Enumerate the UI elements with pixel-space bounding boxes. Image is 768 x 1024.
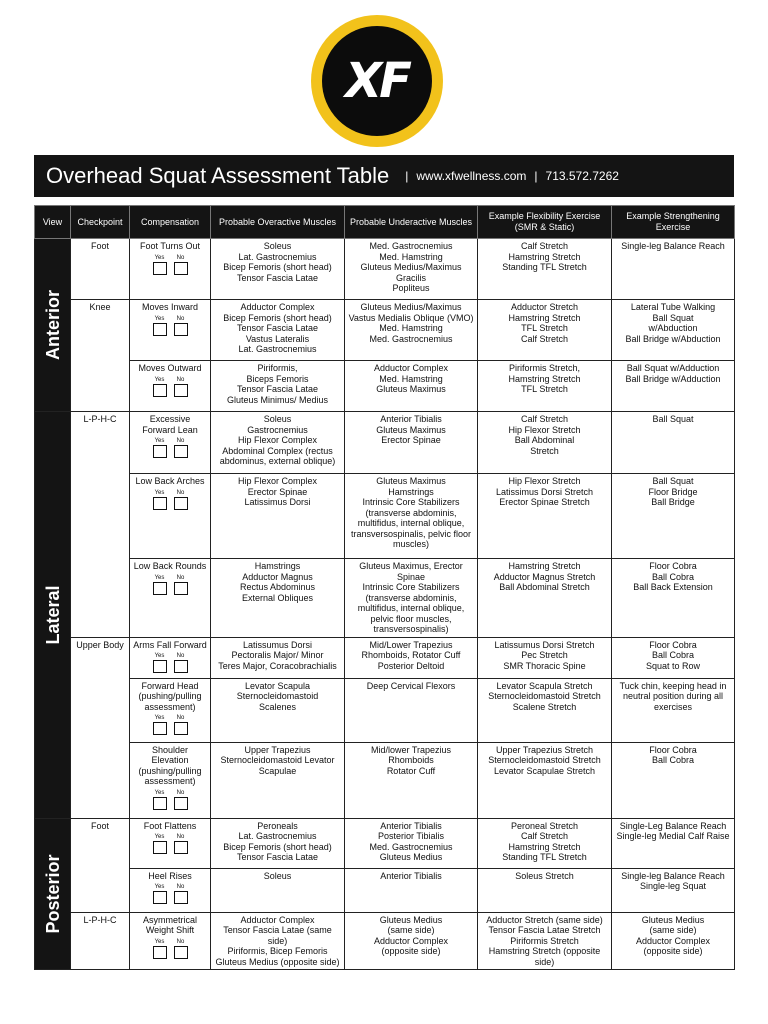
yes-option [153, 316, 167, 336]
view-cell [35, 239, 71, 412]
table-row [35, 239, 735, 300]
no-checkbox[interactable] [174, 445, 188, 458]
phone-text: 713.572.7262 [545, 169, 619, 183]
overactive-cell: Levator Scapula Sternocleidomastoid Scalenes [211, 678, 345, 742]
no-checkbox[interactable] [174, 660, 188, 673]
overactive-cell: Peroneals Lat. Gastrocnemius Bicep Femoris (short head) Tensor Fascia Latae [211, 818, 345, 868]
yes-no-checks [132, 438, 208, 458]
yes-option [153, 884, 167, 904]
underactive-cell: Med. Gastrocnemius Med. Hamstring Gluteus Medius/Maximus Gracilis Popliteus [345, 239, 478, 300]
compensation-label: Forward Head (pushing/pulling assessment) [138, 680, 202, 712]
compensation-cell [130, 412, 211, 474]
logo-disc [322, 26, 432, 136]
strengthening-cell: Single-leg Balance Reach [612, 239, 735, 300]
compensation-cell [130, 300, 211, 361]
flexibility-cell: Adductor Stretch Hamstring Stretch TFL Stretch Calf Stretch [478, 300, 612, 361]
page-title: Overhead Squat Assessment Table [46, 163, 390, 188]
no-checkbox[interactable] [174, 384, 188, 397]
no-checkbox[interactable] [174, 891, 188, 904]
flexibility-cell: Calf Stretch Hip Flexor Stretch Ball Abdominal Stretch [478, 412, 612, 474]
overactive-cell: Upper Trapezius Sternocleidomastoid Levator Scapulae [211, 742, 345, 818]
view-label: Posterior [42, 854, 63, 934]
yes-option [153, 790, 167, 810]
compensation-cell [130, 361, 211, 412]
compensation-label: Shoulder Elevation (pushing/pulling assessment) [138, 744, 202, 786]
yes-no-checks [132, 653, 208, 673]
flexibility-cell: Latissumus Dorsi Stretch Pec Stretch SMR Thoracic Spine [478, 637, 612, 678]
underactive-cell: Adductor Complex Med. Hamstring Gluteus Maximus [345, 361, 478, 412]
yes-checkbox[interactable] [153, 660, 167, 673]
compensation-label: Low Back Rounds [133, 561, 207, 571]
yes-option [153, 438, 167, 458]
no-option [174, 653, 188, 673]
strengthening-cell: Ball Squat w/Adduction Ball Bridge w/Adduction [612, 361, 735, 412]
yes-label: Yes [154, 653, 165, 659]
no-label: No [176, 715, 185, 721]
view-label: Lateral [42, 585, 63, 645]
no-option [174, 377, 188, 397]
yes-label: Yes [154, 315, 165, 322]
yes-no-checks [132, 834, 208, 854]
yes-label: Yes [154, 574, 165, 581]
title-bar [34, 155, 734, 197]
yes-checkbox[interactable] [153, 497, 167, 510]
yes-option [153, 377, 167, 397]
no-option [174, 834, 188, 854]
yes-label: Yes [154, 376, 165, 383]
flexibility-cell: Levator Scapula Stretch Sternocleidomastoid Stretch Scalene Stretch [478, 678, 612, 742]
table-row [35, 742, 735, 818]
compensation-cell [130, 818, 211, 868]
no-option [174, 884, 188, 904]
yes-checkbox[interactable] [153, 946, 167, 959]
no-option [174, 438, 188, 458]
no-checkbox[interactable] [174, 722, 188, 735]
strengthening-cell: Lateral Tube Walking Ball Squat w/Abduction Ball Bridge w/Abduction [612, 300, 735, 361]
view-cell [35, 818, 71, 970]
yes-checkbox[interactable] [153, 891, 167, 904]
column-header: Probable Overactive Muscles [211, 206, 345, 239]
yes-option [153, 490, 167, 510]
underactive-cell: Anterior Tibialis Gluteus Maximus Erector Spinae [345, 412, 478, 474]
xf-logo [311, 15, 443, 147]
table-row [35, 637, 735, 678]
yes-no-checks [132, 884, 208, 904]
no-checkbox[interactable] [174, 946, 188, 959]
no-label: No [176, 489, 185, 496]
yes-no-checks [132, 575, 208, 595]
column-header: View [35, 206, 71, 239]
no-label: No [176, 884, 185, 890]
yes-no-checks [132, 255, 208, 275]
underactive-cell: Gluteus Maximus Hamstrings Intrinsic Core Stabilizers (transverse abdominis, multifidus, internal oblique, transversospinalis, pelvic floor muscles) [345, 474, 478, 559]
strengthening-cell: Floor Cobra Ball Cobra Squat to Row [612, 637, 735, 678]
yes-option [153, 939, 167, 959]
underactive-cell: Mid/Lower Trapezius Rhomboids, Rotator Cuff Posterior Deltoid [345, 637, 478, 678]
compensation-cell [130, 239, 211, 300]
checkpoint-cell [71, 637, 130, 818]
checkpoint-cell [71, 300, 130, 412]
checkpoint-label: L-P-H-C [83, 914, 117, 925]
no-label: No [176, 834, 185, 840]
yes-label: Yes [154, 489, 165, 496]
compensation-cell [130, 678, 211, 742]
flexibility-cell: Calf Stretch Hamstring Stretch Standing TFL Stretch [478, 239, 612, 300]
strengthening-cell: Floor Cobra Ball Cobra [612, 742, 735, 818]
underactive-cell: Gluteus Maximus, Erector Spinae Intrinsic Core Stabilizers (transverse abdominis, multifidus, internal oblique, pelvic floor muscles, transversospinalis) [345, 559, 478, 638]
website-text: www.xfwellness.com [416, 169, 527, 183]
underactive-cell: Deep Cervical Flexors [345, 678, 478, 742]
overactive-cell: Hamstrings Adductor Magnus Rectus Abdominus External Obliques [211, 559, 345, 638]
compensation-cell [130, 912, 211, 970]
strengthening-cell: Single-leg Balance Reach Single-leg Squat [612, 868, 735, 912]
compensation-label: Foot Turns Out [139, 241, 201, 251]
yes-checkbox[interactable] [153, 841, 167, 854]
no-label: No [176, 938, 185, 945]
table-row [35, 361, 735, 412]
yes-no-checks [132, 490, 208, 510]
column-header: Example Flexibility Exercise (SMR & Static) [478, 206, 612, 239]
compensation-label: Foot Flattens [143, 820, 197, 831]
table-row [35, 868, 735, 912]
title-separator: | [405, 169, 409, 183]
yes-option [153, 715, 167, 735]
yes-no-checks [132, 939, 208, 959]
compensation-label: Low Back Arches [135, 476, 205, 486]
yes-label: Yes [154, 834, 165, 840]
overactive-cell: Adductor Complex Bicep Femoris (short head) Tensor Fascia Latae Vastus Lateralis Lat. Gastrocnemius [211, 300, 345, 361]
yes-label: Yes [154, 438, 165, 444]
yes-option [153, 255, 167, 275]
no-label: No [176, 438, 185, 444]
no-option [174, 939, 188, 959]
no-label: No [176, 254, 185, 261]
yes-option [153, 575, 167, 595]
strengthening-cell: Tuck chin, keeping head in neutral position during all exercises [612, 678, 735, 742]
assessment-table [34, 205, 735, 970]
table-header-row [35, 206, 735, 239]
yes-checkbox[interactable] [153, 722, 167, 735]
compensation-cell [130, 559, 211, 638]
logo-text: XF [345, 53, 409, 109]
overactive-cell: Soleus [211, 868, 345, 912]
yes-option [153, 834, 167, 854]
flexibility-cell: Hip Flexor Stretch Latissimus Dorsi Stretch Erector Spinae Stretch [478, 474, 612, 559]
overactive-cell: Hip Flexor Complex Erector Spinae Latissimus Dorsi [211, 474, 345, 559]
checkpoint-label: L-P-H-C [83, 414, 117, 424]
checkpoint-label: Upper Body [76, 639, 124, 650]
no-option [174, 715, 188, 735]
no-option [174, 790, 188, 810]
checkpoint-cell [71, 412, 130, 638]
no-checkbox[interactable] [174, 497, 188, 510]
yes-no-checks [132, 316, 208, 336]
no-checkbox[interactable] [174, 323, 188, 336]
yes-no-checks [132, 715, 208, 735]
checkpoint-cell [71, 818, 130, 912]
compensation-cell [130, 742, 211, 818]
compensation-label: Moves Outward [138, 363, 202, 373]
strengthening-cell: Single-Leg Balance Reach Single-leg Medial Calf Raise [612, 818, 735, 868]
overactive-cell: Soleus Gastrocnemius Hip Flexor Complex Abdominal Complex (rectus abdominus, external oblique) [211, 412, 345, 474]
flexibility-cell: Soleus Stretch [478, 868, 612, 912]
view-cell [35, 412, 71, 819]
no-checkbox[interactable] [174, 582, 188, 595]
compensation-cell [130, 474, 211, 559]
compensation-label: Moves Inward [141, 302, 199, 312]
table-row [35, 300, 735, 361]
checkpoint-label: Foot [90, 241, 109, 251]
underactive-cell: Mid/lower Trapezius Rhomboids Rotator Cuff [345, 742, 478, 818]
no-checkbox[interactable] [174, 262, 188, 275]
table-row [35, 912, 735, 970]
no-label: No [176, 315, 185, 322]
flexibility-cell: Peroneal Stretch Calf Stretch Hamstring Stretch Standing TFL Stretch [478, 818, 612, 868]
no-label: No [176, 574, 185, 581]
contact-separator: | [534, 169, 538, 183]
yes-label: Yes [154, 715, 165, 721]
strengthening-cell: Gluteus Medius (same side) Adductor Complex (opposite side) [612, 912, 735, 970]
yes-label: Yes [154, 884, 165, 890]
strengthening-cell: Floor Cobra Ball Cobra Ball Back Extension [612, 559, 735, 638]
checkpoint-label: Knee [89, 302, 111, 312]
underactive-cell: Gluteus Medius/Maximus Vastus Medialis Oblique (VMO) Med. Hamstring Med. Gastrocnemius [345, 300, 478, 361]
compensation-label: Excessive Forward Lean [142, 414, 198, 435]
yes-label: Yes [154, 254, 165, 261]
yes-checkbox[interactable] [153, 262, 167, 275]
table-row [35, 678, 735, 742]
no-label: No [176, 653, 185, 659]
compensation-label: Arms Fall Forward [133, 639, 207, 650]
table-row [35, 474, 735, 559]
overactive-cell: Piriformis, Biceps Femoris Tensor Fascia Latae Gluteus Minimus/ Medius [211, 361, 345, 412]
compensation-cell [130, 637, 211, 678]
flexibility-cell: Piriformis Stretch, Hamstring Stretch TFL Stretch [478, 361, 612, 412]
column-header: Example Strengthening Exercise [612, 206, 735, 239]
no-option [174, 575, 188, 595]
no-option [174, 490, 188, 510]
overactive-cell: Soleus Lat. Gastrocnemius Bicep Femoris (short head) Tensor Fascia Latae [211, 239, 345, 300]
no-checkbox[interactable] [174, 841, 188, 854]
yes-label: Yes [154, 938, 165, 945]
yes-checkbox[interactable] [153, 445, 167, 458]
overactive-cell: Latissumus Dorsi Pectoralis Major/ Minor Teres Major, Coracobrachialis [211, 637, 345, 678]
table-row [35, 818, 735, 868]
no-label: No [176, 376, 185, 383]
underactive-cell: Gluteus Medius (same side) Adductor Complex (opposite side) [345, 912, 478, 970]
underactive-cell: Anterior Tibialis [345, 868, 478, 912]
no-checkbox[interactable] [174, 797, 188, 810]
yes-checkbox[interactable] [153, 384, 167, 397]
yes-checkbox[interactable] [153, 797, 167, 810]
compensation-cell [130, 868, 211, 912]
no-option [174, 255, 188, 275]
no-label: No [176, 789, 185, 796]
checkpoint-cell [71, 239, 130, 300]
checkpoint-label: Foot [90, 820, 109, 831]
yes-checkbox[interactable] [153, 582, 167, 595]
flexibility-cell: Upper Trapezius Stretch Sternocleidomastoid Stretch Levator Scapulae Stretch [478, 742, 612, 818]
column-header: Compensation [130, 206, 211, 239]
yes-label: Yes [154, 789, 165, 796]
yes-checkbox[interactable] [153, 323, 167, 336]
strengthening-cell: Ball Squat [612, 412, 735, 474]
yes-no-checks [132, 377, 208, 397]
strengthening-cell: Ball Squat Floor Bridge Ball Bridge [612, 474, 735, 559]
no-option [174, 316, 188, 336]
table-row [35, 412, 735, 474]
compensation-label: Heel Rises [148, 870, 192, 881]
table-row [35, 559, 735, 638]
flexibility-cell: Hamstring Stretch Adductor Magnus Stretch Ball Abdominal Stretch [478, 559, 612, 638]
yes-option [153, 653, 167, 673]
underactive-cell: Anterior Tibialis Posterior Tibialis Med. Gastrocnemius Gluteus Medius [345, 818, 478, 868]
checkpoint-cell [71, 912, 130, 970]
column-header: Probable Underactive Muscles [345, 206, 478, 239]
column-header: Checkpoint [71, 206, 130, 239]
yes-no-checks [132, 790, 208, 810]
flexibility-cell: Adductor Stretch (same side) Tensor Fascia Latae Stretch Piriformis Stretch Hamstring Stretch (opposite side) [478, 912, 612, 970]
view-label: Anterior [42, 289, 63, 361]
overactive-cell: Adductor Complex Tensor Fascia Latae (same side) Piriformis, Bicep Femoris Gluteus Medius (opposite side) [211, 912, 345, 970]
compensation-label: Asymmetrical Weight Shift [142, 914, 197, 935]
